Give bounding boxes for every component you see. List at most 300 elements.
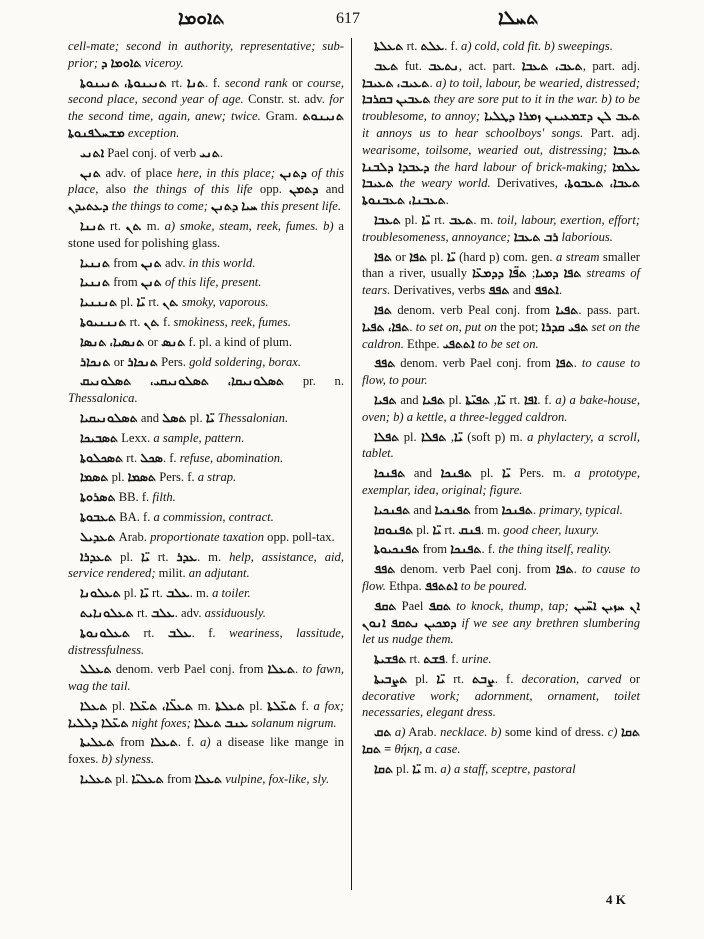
syriac-headword: ܬܥ̈ܠܬܐ	[267, 698, 297, 713]
dictionary-entry	[68, 661, 344, 695]
syriac-headword: ܬܢܝ	[199, 145, 220, 160]
gloss-text: decorative work; adornment, ornament, toilet necessaries, elegant dress.	[362, 688, 640, 720]
syriac-headword: ܕܬܢܢ	[279, 165, 307, 180]
syriac-headword: ܬܦܝ̈ܬܐ	[465, 392, 491, 407]
syriac-headword: ܣܟܠ	[140, 450, 163, 465]
entry-text: BB. f.	[115, 490, 153, 505]
syriac-headword: ܬܥܒܐ	[374, 212, 401, 227]
entry-text: .	[295, 662, 303, 677]
entry-text: (hard p) com. gen.	[455, 249, 556, 264]
entry-text: rt.	[126, 314, 144, 329]
dictionary-entry	[68, 605, 344, 622]
gloss-text: an adjutant.	[188, 566, 250, 581]
entry-text: or	[144, 334, 162, 349]
syriac-headword: ܬܢܢܢܝܘܬܐ	[80, 314, 127, 329]
gloss-text: Thessalonica.	[68, 391, 138, 406]
gloss-text: a)	[394, 725, 406, 740]
dictionary-entry	[362, 249, 640, 299]
gloss-text: set on the caldron.	[362, 319, 641, 351]
syriac-headword: ܬܥܒ، ܬܥܒܐ	[521, 58, 583, 73]
gloss-text: the weary world.	[393, 176, 491, 191]
entry-text: . f.	[191, 625, 230, 640]
entry-text: milit.	[155, 566, 189, 581]
entry-text: denom. verb	[395, 356, 470, 371]
syriac-headword: ܬܢܣ	[161, 334, 186, 349]
entry-text: and	[137, 410, 163, 425]
dictionary-entry	[68, 314, 344, 331]
gloss-text: a) smoke, steam, reek, fumes.	[164, 218, 319, 233]
entry-text: opp.	[252, 182, 290, 197]
syriac-headword: ܬܦܢܘܩܐ	[374, 522, 414, 537]
syriac-headword: ܬܦܢܟܐ	[440, 466, 472, 481]
syriac-headword: ܬܥܠܝܬܐ	[80, 735, 115, 750]
dictionary-entry	[362, 541, 640, 558]
entry-text: Ethpa.	[385, 578, 425, 593]
syriac-headword: ܬܦܢܟܐ	[374, 466, 406, 481]
syriac-headword: ܬܥܝܒ، ܬܥܝܒܐ	[362, 75, 430, 90]
entry-text: . f.	[162, 450, 180, 465]
gloss-text: a prototype, exemplar, idea, original; figure.	[362, 466, 640, 497]
syriac-headword: ܝ̈ܐ	[446, 249, 456, 264]
entry-text: . f.	[537, 392, 556, 407]
entry-text: rt.	[130, 625, 168, 640]
entry-text: from	[114, 735, 151, 750]
entry-text: pl.	[471, 466, 502, 481]
syriac-headword: ܪܒ ܬܥܒܐ	[513, 229, 559, 244]
gloss-text: if we see any brethren slumbering let us nudge them.	[362, 615, 640, 647]
syriac-headword: ܥܠܒ	[167, 625, 192, 640]
syriac-headword: ܬܥܒܐ ܕܥܒܕܐ ܕܠܒܢܐ	[362, 142, 640, 174]
syriac-headword: ܬܥܠܬܐ	[374, 39, 404, 53]
entry-text: pl.	[108, 470, 128, 485]
entry-text: . m.	[480, 522, 504, 537]
syriac-headword: ܬܦܝܐ	[555, 302, 579, 317]
syriac-headword: ܝ̈ܐ	[432, 522, 442, 537]
syriac-headword: ܦܢܩ	[458, 522, 481, 537]
gloss-text: b)	[323, 218, 334, 233]
dictionary-entry	[68, 585, 344, 602]
dictionary-entry	[68, 145, 344, 162]
syriac-headword: ܬܣܡܐ	[127, 470, 157, 485]
syriac-headword: ܬܣܒܝܟܐ	[80, 430, 119, 445]
dictionary-entry	[362, 212, 640, 246]
dictionary-entry	[68, 274, 344, 291]
syriac-headword: ܬܦܝܐ	[374, 392, 397, 407]
entry-text: . m.	[197, 549, 230, 564]
dictionary-entry	[362, 502, 640, 519]
gloss-text: to cause to flow.	[362, 562, 640, 593]
header-left-catchword: ܬܐܘܡܐ	[178, 8, 225, 29]
syriac-headword: ܝ̈ܐ	[436, 671, 446, 686]
entry-text: . m.	[138, 218, 165, 233]
entry-text: Pers. m.	[510, 466, 575, 481]
gloss-text: c)	[607, 725, 621, 740]
entry-text: from	[163, 772, 195, 787]
dictionary-entry	[362, 522, 640, 539]
gloss-text: a sample, pattern.	[153, 430, 245, 445]
entry-text: .	[573, 562, 582, 577]
gloss-text: of this place,	[68, 165, 344, 197]
gloss-text: exception.	[124, 125, 180, 140]
syriac-headword: ܬܐܘܡܐ ܕ	[101, 55, 142, 70]
gloss-text: the things of this life	[133, 182, 253, 197]
syriac-headword: ܬܦܐ	[374, 302, 392, 317]
syriac-headword: ܝ̈ܐ	[501, 466, 511, 481]
entry-text: or	[391, 249, 410, 264]
entry-text: rt.	[430, 212, 449, 227]
syriac-headword: ܬܦܫܝܬܐ	[374, 652, 407, 667]
syriac-headword: ܬܥܠܘܢܘܬܐ	[80, 625, 131, 640]
entry-text: Derivatives, verbs	[390, 283, 489, 298]
dictionary-entry	[68, 410, 344, 427]
syriac-headword: ܥܠܒ	[165, 586, 190, 601]
syriac-headword: ܬܦܢܟܐ	[450, 542, 482, 557]
gloss-text: streams of tears.	[362, 266, 640, 298]
syriac-headword: ܐܬܢܝ	[80, 145, 105, 160]
entry-text: .	[175, 295, 182, 310]
gloss-text: viceroy.	[141, 55, 184, 70]
dictionary-entry	[68, 771, 344, 788]
syriac-headword: ܬܦܢܟܐ	[501, 502, 533, 517]
gloss-text: the thing itself, reality.	[498, 542, 612, 557]
gloss-text: a phylactery, a scroll, tablet.	[362, 429, 640, 461]
entry-text: .	[445, 193, 449, 208]
dictionary-entry	[362, 651, 640, 668]
dictionary-entry	[68, 450, 344, 467]
entry-text: fut.	[398, 58, 429, 73]
column-divider	[351, 38, 352, 890]
gloss-text: this present life.	[257, 199, 341, 214]
gloss-text: primary, typical.	[539, 502, 623, 517]
dictionary-entry	[68, 529, 344, 546]
syriac-headword: ܬܥܒܘܬܐ	[80, 509, 117, 524]
entry-text: .	[409, 319, 416, 334]
gloss-text: help, assistance, aid, service rendered;	[68, 549, 344, 581]
syriac-headword: ܨܒܬ	[472, 671, 495, 686]
entry-text: or	[110, 354, 128, 369]
header-right-catchword: ܬܚܠܐ	[498, 8, 539, 29]
gloss-text: it annoys us to hear schoolboys' songs.	[362, 125, 584, 140]
entry-text: and	[509, 283, 535, 298]
syriac-headword: ܬܢܢܢܝܐ	[80, 295, 118, 310]
syriac-headword: ܬܥܕܝܠ	[80, 529, 116, 544]
gloss-text: to knock, thump, tap;	[450, 598, 574, 613]
entry-text: pl.	[112, 549, 141, 564]
left-column	[68, 38, 344, 791]
dictionary-entry	[362, 561, 640, 595]
entry-text: Pers. f.	[156, 470, 198, 485]
entry-text: .	[532, 502, 540, 517]
dictionary-entry	[68, 549, 344, 583]
syriac-headword: ܬܥܠܬܐ	[215, 698, 245, 713]
syriac-headword: ܝ̈ܐ	[412, 761, 422, 776]
dictionary-entry	[362, 429, 640, 463]
syriac-headword: ܬܦܐ	[409, 249, 428, 264]
syriac-headword: ܬܦܦ	[374, 562, 396, 577]
entry-text: Ethpe.	[403, 336, 443, 351]
gloss-text: refuse, abomination.	[179, 450, 284, 465]
entry-text: pl.	[107, 698, 130, 713]
gloss-text: a toiler.	[212, 586, 251, 601]
entry-text: pl.	[117, 295, 137, 310]
syriac-headword: ܐܬܬܦܝ	[442, 336, 475, 351]
entry-text: denom. verb	[391, 302, 469, 317]
entry-text: . f.	[205, 75, 225, 90]
entry-text: and	[410, 502, 435, 517]
entry-text: from	[470, 502, 502, 517]
syriac-headword: ܬܦܦ	[374, 356, 396, 371]
syriac-headword: ܝ̈ܐ	[454, 429, 463, 444]
syriac-headword: ܬܢܢ	[140, 255, 162, 270]
entry-text: Lexx.	[118, 430, 154, 445]
dictionary-entry	[362, 724, 640, 758]
syriac-headword: ܬܥܠܝ̈ܐ	[131, 772, 164, 787]
entry-text: Constr. st. adv.	[243, 92, 330, 107]
syriac-headword: ܐܢ ܚܙܝܢ ܐܚ̈ܝܢ ܕܡܟܝܢ ܢܬܩܦ ܐܢܘܢ	[362, 598, 640, 630]
dictionary-entry	[68, 698, 344, 732]
entry-text: f. pl. a kind of plum.	[185, 334, 292, 349]
syriac-headword: ܕܬܡܢ	[289, 182, 319, 197]
entry-text: also	[98, 182, 134, 197]
dictionary-entry	[68, 469, 344, 486]
gloss-text: to set on, put on	[415, 319, 497, 334]
entry-text: and	[405, 466, 441, 481]
gloss-text: urine.	[461, 652, 492, 667]
entry-text: pl.	[112, 772, 132, 787]
syriac-headword: ܬܢ	[162, 295, 176, 310]
entry-text: . pass. part.	[578, 302, 640, 317]
dictionary-entry	[362, 671, 640, 721]
entry-text: pr. n.	[284, 374, 345, 389]
gloss-text: θήκη, a case.	[391, 742, 461, 757]
gloss-text: decoration, carved	[521, 671, 622, 686]
entry-text: .	[219, 145, 224, 160]
entry-text: m.	[193, 698, 216, 713]
syriac-headword: ܬܦܢܟܝܐ	[374, 502, 411, 517]
entry-text: rt.	[166, 75, 187, 90]
entry-text: Gram.	[260, 109, 303, 124]
gloss-text: to cause to flow, to pour.	[362, 356, 640, 388]
syriac-headword: ܥܠܒ	[150, 605, 175, 620]
syriac-headword: ܬܦܠܐ	[421, 429, 447, 444]
syriac-headword: ܬܥܒ ܠܢ ܕܫܡܥܝܢܢ ܙܡܪܐ ܕܛܠܝܐ	[484, 109, 640, 124]
entry-text: .	[558, 283, 563, 298]
syriac-headword: ܬܢܢ	[140, 275, 162, 290]
syriac-headword: ܬܢ	[125, 218, 139, 233]
gloss-text: a) a staff, sceptre, pastoral	[440, 761, 576, 776]
entry-text: and	[396, 392, 423, 407]
dictionary-entry	[68, 625, 344, 659]
entry-text: pl.	[413, 522, 433, 537]
dictionary-entry	[362, 761, 640, 778]
entry-text: .	[573, 356, 582, 371]
entry-text: or	[287, 75, 308, 90]
gloss-text: a fox;	[313, 698, 345, 713]
entry-text: pl.	[186, 410, 206, 425]
entry-text: rt.	[445, 671, 473, 686]
entry-text: a stone used for polishing glass.	[68, 218, 345, 250]
gloss-text: toil, labour, exertion, effort; troublesomeness, annoyance;	[362, 212, 641, 244]
entry-text: and	[318, 182, 344, 197]
syriac-headword: ܬܣܠܘܢܝܩܐ، ܬܣܠܘܢܝܩܝ، ܬܣܠܘܢܝܩ	[80, 374, 285, 389]
dictionary-entry	[362, 465, 640, 499]
entry-text: , act. part.	[458, 58, 522, 73]
gloss-text: b) slyness.	[101, 752, 155, 767]
dictionary-entry	[362, 58, 640, 209]
entry-text: rt.	[133, 605, 151, 620]
entry-text: pl.	[400, 212, 422, 227]
signature-mark: 4 K	[606, 892, 626, 907]
syriac-headword: ܬܥܒ	[448, 212, 474, 227]
entry-text: Arab.	[405, 725, 441, 740]
syriac-headword: ܐܬܬܦܦ	[424, 578, 458, 593]
syriac-headword: ܬܣܠ	[162, 410, 187, 425]
gloss-text: Thessalonian.	[214, 410, 289, 425]
entry-text: pl.	[399, 429, 422, 444]
dictionary-entry	[362, 392, 640, 426]
gloss-text: to be set on.	[474, 336, 539, 351]
syriac-headword: ܬܢ	[143, 314, 157, 329]
entry-text: rt.	[145, 295, 163, 310]
entry-text: . f.	[156, 314, 174, 329]
dictionary-entry	[68, 38, 344, 72]
gloss-text: wearisome, toilsome, wearied out, distressing;	[362, 142, 614, 157]
syriac-headword: ܬܥܠܐ	[150, 735, 178, 750]
gloss-text: assiduously.	[204, 605, 266, 620]
gloss-text: for the second time, again, anew; twice.	[68, 92, 344, 124]
entry-text: rt.	[149, 549, 177, 564]
syriac-headword: ܐܬܦܦ	[534, 283, 559, 298]
syriac-headword: ܢܬܥܒ	[428, 58, 459, 73]
gloss-text: a commission, contract.	[153, 509, 274, 524]
gloss-text: the things to come;	[108, 199, 212, 214]
syriac-headword: ܝ̈ܐ	[140, 549, 150, 564]
entry-text: rt.	[148, 586, 166, 601]
entry-text: . f.	[445, 652, 462, 667]
syriac-headword: ܬܣܟܠܘܬܐ	[80, 450, 124, 465]
entry-text: BA. f.	[116, 509, 154, 524]
syriac-headword: ܚܝܐ ܕܬܢܢ	[211, 199, 258, 214]
syriac-headword: ܬܥܠܐ	[267, 662, 296, 677]
right-column	[362, 38, 640, 781]
syriac-headword: ܬܥܠܐ	[80, 698, 108, 713]
entry-text: conj. from	[489, 302, 556, 317]
gloss-text: in this world.	[188, 255, 256, 270]
gloss-text: a) to toil, labour, be wearied, distressed;	[435, 75, 641, 90]
entry-text: ,	[446, 429, 455, 444]
entry-text: Pers.	[157, 354, 190, 369]
entry-text: ;	[526, 266, 536, 281]
syriac-headword: ܬܦܐ، ܬܦܝܐ	[362, 319, 410, 334]
entry-text: Pael conj. of verb	[104, 145, 200, 160]
entry-text: from	[419, 542, 451, 557]
gloss-text: to fawn, wag the tail.	[68, 662, 345, 694]
syriac-headword: ܬܥܠ̈ܐ، ܬܥ̈ܠܐ	[129, 698, 193, 713]
dictionary-entry	[362, 355, 640, 389]
syriac-headword: ܝ̈ܐ	[421, 212, 431, 227]
gloss-text: a) a bake-house, oven; b) a kettle, a three-legged caldron.	[362, 392, 641, 424]
syriac-headword: ܬܦܐ	[555, 356, 574, 371]
entry-text: denom. verb	[395, 562, 470, 577]
entry-text: . adv.	[174, 605, 205, 620]
entry-text: . m.	[473, 212, 498, 227]
entry-text: rt.	[403, 39, 421, 53]
entry-text: some kind of dress.	[501, 725, 608, 740]
syriac-headword: ܥܠܬ	[420, 39, 445, 53]
entry-text: Part. adj.	[583, 125, 640, 140]
dictionary-entry	[68, 734, 344, 768]
syriac-headword: ܬܩܦ	[374, 598, 397, 613]
syriac-headword: ܬܥܒܐ، ܬܥܒܘܬܐ، ܬܥܒܢܐ، ܬܥܒܢܘܬܐ	[362, 176, 640, 208]
gloss-text: second rank	[224, 75, 288, 90]
syriac-headword: ܬܢܢ	[80, 165, 101, 180]
entry-text: rt.	[406, 652, 424, 667]
syriac-headword: ܬܢܣܝܐ، ܬܢܣܐ	[80, 334, 145, 349]
syriac-headword: ܬܦܐ	[374, 249, 392, 264]
entry-text: pl.	[393, 761, 413, 776]
gloss-text: good cheer, luxury.	[503, 522, 600, 537]
syriac-headword: ܬܦܝ ܩܕܪܐ	[541, 319, 589, 334]
syriac-headword: ܬܦܝܐ	[422, 392, 446, 407]
entry-text: denom. verb	[111, 662, 185, 677]
gloss-text: the hard labour of brick-making;	[429, 159, 613, 174]
gloss-text: smoky, vaporous.	[181, 295, 269, 310]
entry-text: Pael	[469, 356, 492, 371]
entry-text: pl.	[445, 392, 466, 407]
dictionary-entry	[68, 334, 344, 351]
syriac-headword: ܬܦܢܟܝܐ	[434, 502, 471, 517]
syriac-headword: ܬܢܐ	[186, 75, 206, 90]
running-header	[0, 8, 704, 34]
gloss-text: a stream	[555, 249, 600, 264]
entry-text: rt.	[505, 392, 525, 407]
syriac-headword: ܬܩܐ = ܬܩܐ	[362, 725, 640, 757]
dictionary-entry	[68, 294, 344, 311]
syriac-headword: ܝ̈ܐ	[140, 586, 149, 601]
syriac-headword: ܬܩܦ	[428, 598, 451, 613]
dictionary-entry	[68, 165, 344, 215]
syriac-headword: ܬܣܡܐ	[80, 470, 109, 485]
gloss-text: a) cold, cold fit. b) sweepings.	[461, 39, 613, 53]
dictionary-entry	[68, 430, 344, 447]
entry-text: pl.	[427, 249, 447, 264]
syriac-headword: ܬܢܟܐܪ	[127, 354, 158, 369]
entry-text: (soft p) m.	[462, 429, 528, 444]
syriac-headword: ܥܠܡܐ ܬܥܝܒܐ	[362, 159, 640, 191]
syriac-headword: ܬܥܒܝܢ ܒܩܪܒܐ	[362, 92, 431, 107]
gloss-text: filth.	[152, 490, 176, 505]
entry-text: . m.	[189, 586, 213, 601]
dictionary-entry	[68, 373, 344, 407]
gloss-text: laborious.	[558, 229, 613, 244]
syriac-headword: ܬܦܐ ܕܡܝܐ	[535, 266, 582, 281]
syriac-headword: ܬܥܠܘܢܐܝܬ	[80, 605, 134, 620]
gloss-text: of this life, present.	[161, 275, 262, 290]
dictionary-entry	[362, 302, 640, 352]
entry-text: , part. adj.	[582, 58, 641, 73]
dictionary-entry	[68, 354, 344, 371]
dictionary-entry	[68, 255, 344, 272]
entry-text: from	[110, 255, 141, 270]
syriac-headword: ܬܣܪܘܬܐ	[80, 490, 116, 505]
syriac-headword: ܬܣܠܘܢܝܩܝܐ	[80, 410, 138, 425]
syriac-headword: ܬܩܐ	[374, 761, 394, 776]
entry-text: conj. from	[491, 356, 556, 371]
page-number: 617	[336, 10, 360, 27]
entry-text: smaller than a river, usually	[362, 249, 640, 281]
syriac-headword: ܥܢܒ ܬܥܠܐ	[194, 715, 249, 730]
syriac-headword: ܬܦ̈ܐ ܕܕܡܥ̈ܐ	[472, 266, 527, 281]
